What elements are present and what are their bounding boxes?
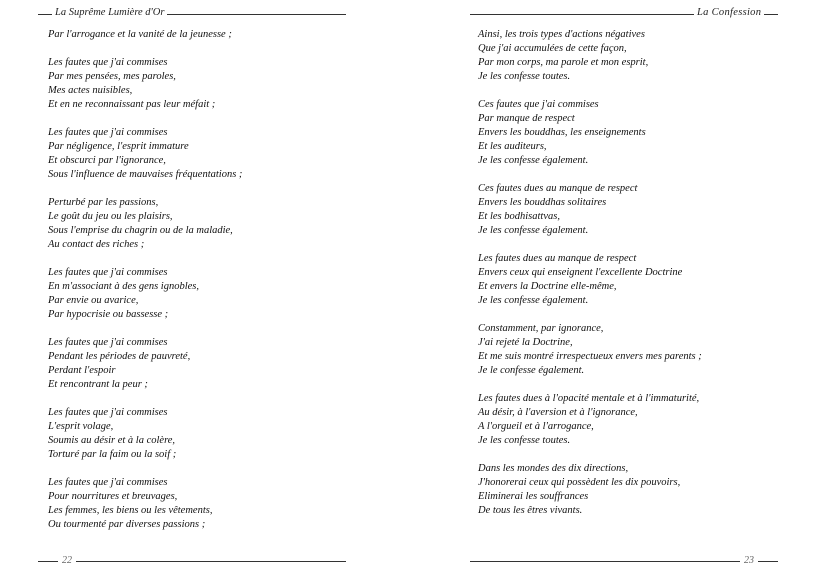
verse-line: Eliminerai les souffrances — [478, 491, 589, 502]
verse-line: Par manque de respect — [478, 113, 575, 124]
verse-line: Ces fautes dues au manque de respect — [478, 183, 638, 194]
verse-line: En m'associant à des gens ignobles, — [48, 281, 199, 292]
stanza — [478, 252, 702, 308]
stanza — [48, 28, 242, 42]
verse-line: Et les auditeurs, — [478, 141, 547, 152]
stanza — [478, 28, 702, 84]
verse-line: A l'orgueil et à l'arrogance, — [478, 421, 594, 432]
verse-line: Envers ceux qui enseignent l'excellente Doctrine — [478, 267, 683, 278]
verse-line: Les fautes que j'ai commises — [48, 127, 168, 138]
verse-line: Je les confesse également. — [478, 295, 589, 306]
verse-line: Au contact des riches ; — [48, 239, 145, 250]
verse-line: Les fautes que j'ai commises — [48, 477, 168, 488]
verse-line: Perdant l'espoir — [48, 365, 116, 376]
verse-line: Et les bodhisattvas, — [478, 211, 560, 222]
stanza — [478, 462, 702, 518]
verse-line: Les fautes que j'ai commises — [48, 267, 168, 278]
verse-line: Perturbé par les passions, — [48, 197, 159, 208]
verse-line: Par hypocrisie ou bassesse ; — [48, 309, 169, 320]
stanza — [478, 98, 702, 168]
left-verse-text — [48, 28, 242, 546]
verse-line: De tous les êtres vivants. — [478, 505, 583, 516]
verse-line: Je les confesse toutes. — [478, 71, 571, 82]
verse-line: Et obscurci par l'ignorance, — [48, 155, 166, 166]
verse-line: Et envers la Doctrine elle-même, — [478, 281, 617, 292]
verse-line: Et me suis montré irrespectueux envers mes parents ; — [478, 351, 702, 362]
verse-line: Les fautes que j'ai commises — [48, 57, 168, 68]
stanza — [48, 406, 242, 462]
footer-rule-right — [470, 561, 778, 562]
verse-line: Par l'arrogance et la vanité de la jeunesse ; — [48, 29, 232, 40]
stanza — [48, 126, 242, 182]
verse-line: Constamment, par ignorance, — [478, 323, 604, 334]
stanza — [478, 392, 702, 448]
verse-line: Envers les bouddhas solitaires — [478, 197, 607, 208]
verse-line: Par envie ou avarice, — [48, 295, 139, 306]
page-number-right: 23 — [740, 555, 758, 566]
verse-line: Envers les bouddhas, les enseignements — [478, 127, 646, 138]
verse-line: Sous l'emprise du chagrin ou de la maladie, — [48, 225, 233, 236]
stanza — [48, 336, 242, 392]
stanza — [48, 476, 242, 532]
verse-line: J'ai rejeté la Doctrine, — [478, 337, 573, 348]
verse-line: Pendant les périodes de pauvreté, — [48, 351, 191, 362]
verse-line: Le goût du jeu ou les plaisirs, — [48, 211, 173, 222]
verse-line: Les femmes, les biens ou les vêtements, — [48, 505, 213, 516]
verse-line: J'honorerai ceux qui possèdent les dix pouvoirs, — [478, 477, 681, 488]
stanza — [48, 266, 242, 322]
verse-line: Ainsi, les trois types d'actions négatives — [478, 29, 645, 40]
verse-line: Par négligence, l'esprit immature — [48, 141, 189, 152]
verse-line: Au désir, à l'aversion et à l'ignorance, — [478, 407, 638, 418]
footer-rule-left — [38, 561, 346, 562]
verse-line: Et rencontrant la peur ; — [48, 379, 148, 390]
verse-line: Par mon corps, ma parole et mon esprit, — [478, 57, 649, 68]
stanza — [478, 182, 702, 238]
page-number-left: 22 — [58, 555, 76, 566]
verse-line: Les fautes que j'ai commises — [48, 407, 168, 418]
verse-line: Par mes pensées, mes paroles, — [48, 71, 176, 82]
verse-line: Les fautes dues à l'opacité mentale et à l'immaturité, — [478, 393, 700, 404]
verse-line: Ces fautes que j'ai commises — [478, 99, 599, 110]
right-verse-text — [478, 28, 702, 532]
verse-line: Que j'ai accumulées de cette façon, — [478, 43, 627, 54]
running-header-left: La Suprême Lumière d'Or — [52, 7, 167, 18]
verse-line: Ou tourmenté par diverses passions ; — [48, 519, 206, 530]
right-page — [408, 0, 816, 587]
stanza — [48, 196, 242, 252]
stanza — [478, 322, 702, 378]
verse-line: Torturé par la faim ou la soif ; — [48, 449, 177, 460]
verse-line: Je les confesse également. — [478, 225, 589, 236]
verse-line: Je les confesse également. — [478, 155, 589, 166]
verse-line: Pour nourritures et breuvages, — [48, 491, 178, 502]
verse-line: Je les confesse toutes. — [478, 435, 571, 446]
verse-line: Sous l'influence de mauvaises fréquentations ; — [48, 169, 243, 180]
verse-line: Mes actes nuisibles, — [48, 85, 133, 96]
running-header-right: La Confession — [694, 7, 764, 18]
verse-line: Dans les mondes des dix directions, — [478, 463, 629, 474]
stanza — [48, 56, 242, 112]
verse-line: Les fautes que j'ai commises — [48, 337, 168, 348]
verse-line: Je le confesse également. — [478, 365, 585, 376]
verse-line: L'esprit volage, — [48, 421, 114, 432]
verse-line: Les fautes dues au manque de respect — [478, 253, 637, 264]
verse-line: Et en ne reconnaissant pas leur méfait ; — [48, 99, 216, 110]
verse-line: Soumis au désir et à la colère, — [48, 435, 176, 446]
